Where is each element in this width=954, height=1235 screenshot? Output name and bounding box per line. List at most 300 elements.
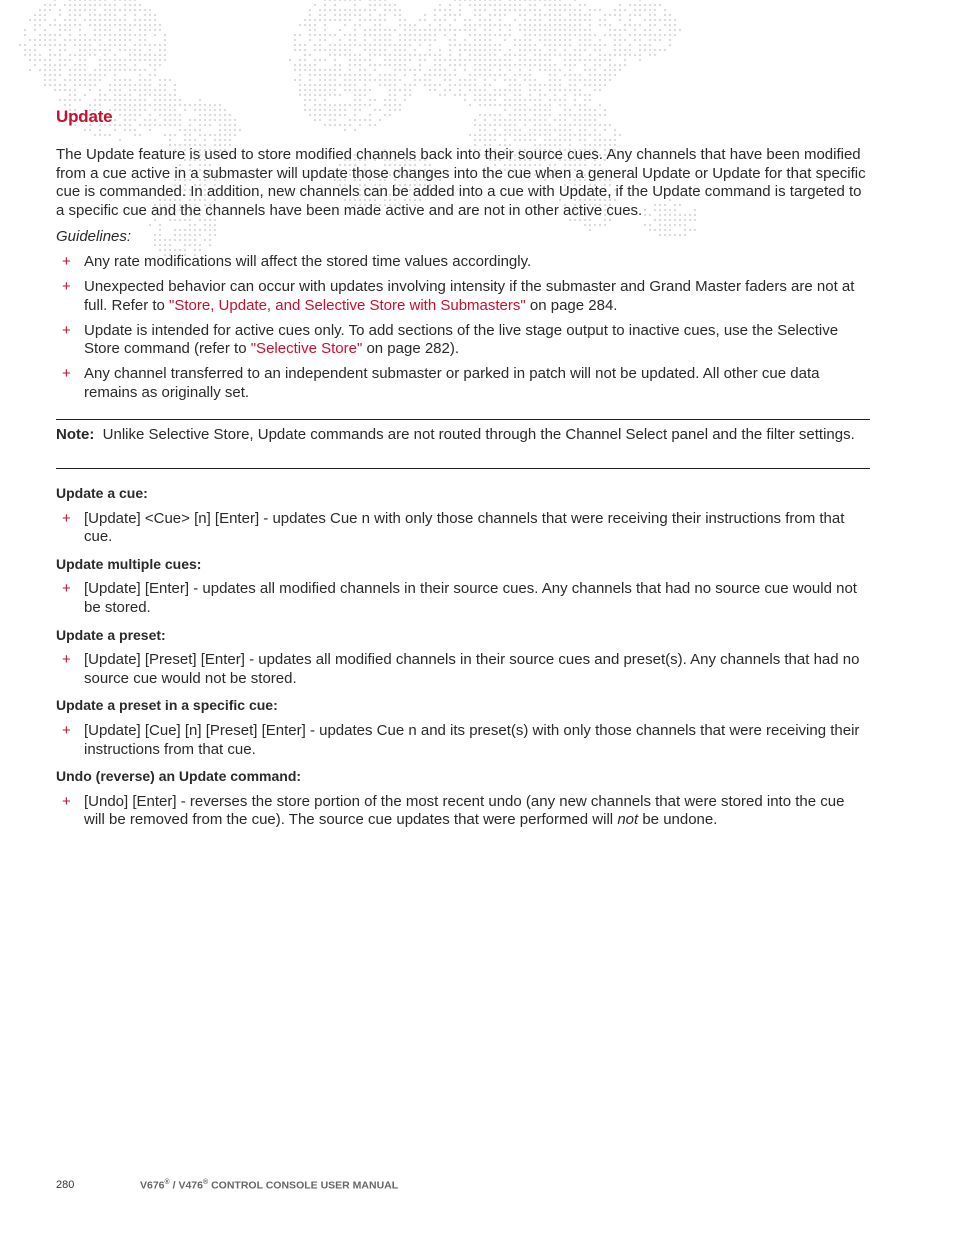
map-dot bbox=[484, 59, 486, 61]
map-dot bbox=[609, 79, 611, 81]
map-dot bbox=[304, 84, 306, 86]
map-dot bbox=[34, 64, 36, 66]
map-dot bbox=[359, 9, 361, 11]
map-dot bbox=[354, 79, 356, 81]
map-dot bbox=[49, 74, 51, 76]
map-dot bbox=[84, 69, 86, 71]
map-dot bbox=[144, 99, 146, 101]
map-dot bbox=[44, 64, 46, 66]
map-dot bbox=[569, 29, 571, 31]
map-dot bbox=[319, 94, 321, 96]
map-dot bbox=[594, 124, 596, 126]
map-dot bbox=[439, 84, 441, 86]
map-dot bbox=[659, 49, 661, 51]
map-dot bbox=[209, 224, 211, 226]
map-dot bbox=[394, 9, 396, 11]
map-dot bbox=[564, 94, 566, 96]
map-dot bbox=[59, 74, 61, 76]
map-dot bbox=[134, 99, 136, 101]
map-dot bbox=[579, 129, 581, 131]
map-dot bbox=[164, 34, 166, 36]
map-dot bbox=[629, 14, 631, 16]
map-dot bbox=[49, 84, 51, 86]
map-dot bbox=[459, 29, 461, 31]
map-dot bbox=[579, 49, 581, 51]
map-dot bbox=[539, 59, 541, 61]
map-dot bbox=[519, 139, 521, 141]
map-dot bbox=[564, 99, 566, 101]
map-dot bbox=[79, 49, 81, 51]
map-dot bbox=[384, 104, 386, 106]
map-dot bbox=[524, 34, 526, 36]
map-dot bbox=[384, 4, 386, 6]
map-dot bbox=[519, 44, 521, 46]
map-dot bbox=[484, 124, 486, 126]
map-dot bbox=[99, 44, 101, 46]
list-item bbox=[56, 322, 868, 359]
map-dot bbox=[59, 59, 61, 61]
map-dot bbox=[134, 89, 136, 91]
map-dot bbox=[689, 229, 691, 231]
map-dot bbox=[164, 114, 166, 116]
map-dot bbox=[679, 29, 681, 31]
map-dot bbox=[299, 94, 301, 96]
map-dot bbox=[349, 19, 351, 21]
map-dot bbox=[579, 124, 581, 126]
map-dot bbox=[379, 29, 381, 31]
map-dot bbox=[154, 119, 156, 121]
map-dot bbox=[559, 0, 561, 1]
map-dot bbox=[114, 34, 116, 36]
map-dot bbox=[494, 49, 496, 51]
map-dot bbox=[389, 9, 391, 11]
map-dot bbox=[229, 124, 231, 126]
map-dot bbox=[114, 129, 116, 131]
map-dot bbox=[614, 69, 616, 71]
map-dot bbox=[69, 104, 71, 106]
map-dot bbox=[124, 49, 126, 51]
map-dot bbox=[374, 69, 376, 71]
map-dot bbox=[219, 129, 221, 131]
map-dot bbox=[499, 69, 501, 71]
map-dot bbox=[384, 19, 386, 21]
map-dot bbox=[339, 0, 341, 1]
map-dot bbox=[509, 4, 511, 6]
map-dot bbox=[544, 64, 546, 66]
map-dot bbox=[94, 79, 96, 81]
map-dot bbox=[384, 99, 386, 101]
map-dot bbox=[489, 0, 491, 1]
map-dot bbox=[419, 64, 421, 66]
map-dot bbox=[399, 24, 401, 26]
map-dot bbox=[584, 109, 586, 111]
map-dot bbox=[489, 39, 491, 41]
map-dot bbox=[579, 19, 581, 21]
map-dot bbox=[544, 84, 546, 86]
map-dot bbox=[134, 114, 136, 116]
map-dot bbox=[379, 54, 381, 56]
map-dot bbox=[129, 59, 131, 61]
map-dot bbox=[314, 119, 316, 121]
map-dot bbox=[564, 9, 566, 11]
map-dot bbox=[309, 29, 311, 31]
map-dot bbox=[79, 64, 81, 66]
map-dot bbox=[364, 9, 366, 11]
map-dot bbox=[419, 69, 421, 71]
map-dot bbox=[359, 69, 361, 71]
map-dot bbox=[169, 109, 171, 111]
map-dot bbox=[329, 49, 331, 51]
procedure-undo-update bbox=[56, 767, 868, 830]
map-dot bbox=[384, 49, 386, 51]
map-dot bbox=[424, 84, 426, 86]
map-dot bbox=[539, 9, 541, 11]
map-dot bbox=[114, 124, 116, 126]
map-dot bbox=[544, 69, 546, 71]
map-dot bbox=[384, 9, 386, 11]
map-dot bbox=[144, 19, 146, 21]
map-dot bbox=[179, 249, 181, 251]
map-dot bbox=[99, 4, 101, 6]
map-dot bbox=[594, 84, 596, 86]
map-dot bbox=[439, 54, 441, 56]
map-dot bbox=[374, 29, 376, 31]
map-dot bbox=[329, 119, 331, 121]
map-dot bbox=[174, 84, 176, 86]
map-dot bbox=[104, 69, 106, 71]
map-dot bbox=[64, 19, 66, 21]
map-dot bbox=[369, 99, 371, 101]
map-dot bbox=[169, 114, 171, 116]
map-dot bbox=[99, 59, 101, 61]
map-dot bbox=[494, 104, 496, 106]
map-dot bbox=[534, 119, 536, 121]
map-dot bbox=[184, 229, 186, 231]
map-dot bbox=[199, 234, 201, 236]
map-dot bbox=[549, 34, 551, 36]
map-dot bbox=[74, 94, 76, 96]
map-dot bbox=[54, 89, 56, 91]
map-dot bbox=[309, 69, 311, 71]
map-dot bbox=[534, 0, 536, 1]
plus-icon: + bbox=[62, 278, 71, 296]
map-dot bbox=[494, 59, 496, 61]
map-dot bbox=[594, 114, 596, 116]
map-dot bbox=[504, 9, 506, 11]
procedure-heading: Update a cue: bbox=[56, 485, 148, 501]
map-dot bbox=[154, 69, 156, 71]
map-dot bbox=[599, 64, 601, 66]
map-dot bbox=[229, 119, 231, 121]
map-dot bbox=[344, 124, 346, 126]
map-dot bbox=[494, 34, 496, 36]
map-dot bbox=[519, 104, 521, 106]
map-dot bbox=[459, 54, 461, 56]
map-dot bbox=[99, 64, 101, 66]
map-dot bbox=[384, 14, 386, 16]
procedure-text-after: be undone. bbox=[638, 811, 718, 829]
map-dot bbox=[434, 64, 436, 66]
map-dot bbox=[564, 139, 566, 141]
map-dot bbox=[319, 89, 321, 91]
map-dot bbox=[614, 49, 616, 51]
map-dot bbox=[434, 84, 436, 86]
map-dot bbox=[119, 84, 121, 86]
map-dot bbox=[574, 49, 576, 51]
procedure-text: [Update] [Enter] - updates all modified channels in their source cues. Any channels that had no source cue would not be stored. bbox=[84, 580, 857, 616]
map-dot bbox=[39, 44, 41, 46]
map-dot bbox=[599, 134, 601, 136]
map-dot bbox=[604, 139, 606, 141]
map-dot bbox=[534, 64, 536, 66]
map-dot bbox=[314, 74, 316, 76]
registered-mark: ® bbox=[203, 1179, 209, 1186]
map-dot bbox=[464, 79, 466, 81]
map-dot bbox=[389, 94, 391, 96]
map-dot bbox=[474, 89, 476, 91]
map-dot bbox=[309, 114, 311, 116]
map-dot bbox=[309, 14, 311, 16]
map-dot bbox=[94, 0, 96, 1]
map-dot bbox=[164, 249, 166, 251]
map-dot bbox=[394, 29, 396, 31]
map-dot bbox=[554, 74, 556, 76]
map-dot bbox=[504, 4, 506, 6]
map-dot bbox=[34, 39, 36, 41]
map-dot bbox=[394, 89, 396, 91]
map-dot bbox=[524, 114, 526, 116]
map-dot bbox=[349, 39, 351, 41]
map-dot bbox=[534, 84, 536, 86]
map-dot bbox=[389, 39, 391, 41]
map-dot bbox=[554, 34, 556, 36]
map-dot bbox=[419, 59, 421, 61]
cross-reference-link[interactable]: "Selective Store" bbox=[250, 340, 363, 358]
map-dot bbox=[109, 59, 111, 61]
map-dot bbox=[599, 49, 601, 51]
map-dot bbox=[309, 34, 311, 36]
map-dot bbox=[549, 129, 551, 131]
map-dot bbox=[384, 34, 386, 36]
map-dot bbox=[29, 19, 31, 21]
map-dot bbox=[469, 49, 471, 51]
map-dot bbox=[514, 129, 516, 131]
map-dot bbox=[89, 89, 91, 91]
map-dot bbox=[94, 69, 96, 71]
map-dot bbox=[154, 94, 156, 96]
map-dot bbox=[454, 84, 456, 86]
map-dot bbox=[434, 19, 436, 21]
map-dot bbox=[329, 19, 331, 21]
map-dot bbox=[74, 4, 76, 6]
map-dot bbox=[99, 19, 101, 21]
map-dot bbox=[379, 109, 381, 111]
map-dot bbox=[609, 124, 611, 126]
map-dot bbox=[429, 84, 431, 86]
map-dot bbox=[184, 104, 186, 106]
map-dot bbox=[119, 34, 121, 36]
map-dot bbox=[544, 124, 546, 126]
map-dot bbox=[624, 54, 626, 56]
map-dot bbox=[509, 134, 511, 136]
map-dot bbox=[69, 4, 71, 6]
map-dot bbox=[159, 24, 161, 26]
map-dot bbox=[594, 79, 596, 81]
map-dot bbox=[349, 59, 351, 61]
map-dot bbox=[59, 64, 61, 66]
map-dot bbox=[569, 59, 571, 61]
map-dot bbox=[379, 39, 381, 41]
map-dot bbox=[34, 59, 36, 61]
map-dot bbox=[514, 54, 516, 56]
map-dot bbox=[209, 229, 211, 231]
map-dot bbox=[459, 89, 461, 91]
cross-reference-link[interactable]: "Store, Update, and Selective Store with Submasters" bbox=[169, 296, 526, 314]
map-dot bbox=[554, 29, 556, 31]
map-dot bbox=[499, 0, 501, 1]
map-dot bbox=[589, 229, 591, 231]
map-dot bbox=[144, 104, 146, 106]
map-dot bbox=[339, 29, 341, 31]
map-dot bbox=[529, 69, 531, 71]
map-dot bbox=[444, 94, 446, 96]
map-dot bbox=[389, 89, 391, 91]
map-dot bbox=[469, 19, 471, 21]
map-dot bbox=[524, 124, 526, 126]
map-dot bbox=[334, 19, 336, 21]
map-dot bbox=[364, 79, 366, 81]
map-dot bbox=[79, 24, 81, 26]
map-dot bbox=[49, 49, 51, 51]
map-dot bbox=[459, 84, 461, 86]
map-dot bbox=[164, 84, 166, 86]
map-dot bbox=[424, 34, 426, 36]
map-dot bbox=[234, 119, 236, 121]
map-dot bbox=[404, 54, 406, 56]
map-dot bbox=[139, 39, 141, 41]
map-dot bbox=[354, 129, 356, 131]
map-dot bbox=[639, 49, 641, 51]
map-dot bbox=[74, 14, 76, 16]
map-dot bbox=[364, 89, 366, 91]
map-dot bbox=[174, 109, 176, 111]
map-dot bbox=[104, 29, 106, 31]
page-number: 280 bbox=[56, 1179, 75, 1191]
map-dot bbox=[469, 54, 471, 56]
map-dot bbox=[354, 74, 356, 76]
map-dot bbox=[124, 69, 126, 71]
map-dot bbox=[474, 34, 476, 36]
map-dot bbox=[209, 244, 211, 246]
map-dot bbox=[124, 59, 126, 61]
map-dot bbox=[439, 29, 441, 31]
map-dot bbox=[524, 59, 526, 61]
map-dot bbox=[149, 64, 151, 66]
map-dot bbox=[159, 89, 161, 91]
map-dot bbox=[559, 139, 561, 141]
map-dot bbox=[574, 0, 576, 1]
map-dot bbox=[409, 84, 411, 86]
map-dot bbox=[339, 74, 341, 76]
map-dot bbox=[204, 124, 206, 126]
map-dot bbox=[649, 34, 651, 36]
map-dot bbox=[524, 29, 526, 31]
map-dot bbox=[614, 129, 616, 131]
map-dot bbox=[69, 19, 71, 21]
map-dot bbox=[149, 49, 151, 51]
map-dot bbox=[164, 104, 166, 106]
map-dot bbox=[664, 229, 666, 231]
map-dot bbox=[544, 29, 546, 31]
map-dot bbox=[479, 139, 481, 141]
map-dot bbox=[519, 129, 521, 131]
map-dot bbox=[569, 109, 571, 111]
map-dot bbox=[64, 49, 66, 51]
map-dot bbox=[519, 74, 521, 76]
map-dot bbox=[194, 239, 196, 241]
map-dot bbox=[154, 99, 156, 101]
map-dot bbox=[49, 79, 51, 81]
map-dot bbox=[389, 34, 391, 36]
map-dot bbox=[134, 54, 136, 56]
map-dot bbox=[579, 104, 581, 106]
map-dot bbox=[549, 134, 551, 136]
map-dot bbox=[29, 59, 31, 61]
map-dot bbox=[479, 114, 481, 116]
map-dot bbox=[119, 44, 121, 46]
map-dot bbox=[79, 9, 81, 11]
map-dot bbox=[324, 34, 326, 36]
map-dot bbox=[429, 24, 431, 26]
map-dot bbox=[599, 79, 601, 81]
map-dot bbox=[574, 34, 576, 36]
map-dot bbox=[559, 129, 561, 131]
map-dot bbox=[374, 4, 376, 6]
map-dot bbox=[444, 14, 446, 16]
map-dot bbox=[324, 24, 326, 26]
map-dot bbox=[124, 129, 126, 131]
map-dot bbox=[504, 24, 506, 26]
map-dot bbox=[634, 4, 636, 6]
map-dot bbox=[299, 84, 301, 86]
map-dot bbox=[74, 69, 76, 71]
map-dot bbox=[309, 64, 311, 66]
map-dot bbox=[524, 39, 526, 41]
map-dot bbox=[504, 134, 506, 136]
map-dot bbox=[574, 19, 576, 21]
map-dot bbox=[59, 44, 61, 46]
map-dot bbox=[519, 89, 521, 91]
map-dot bbox=[599, 139, 601, 141]
map-dot bbox=[544, 39, 546, 41]
map-dot bbox=[639, 34, 641, 36]
map-dot bbox=[354, 109, 356, 111]
map-dot bbox=[119, 29, 121, 31]
map-dot bbox=[429, 69, 431, 71]
map-dot bbox=[159, 29, 161, 31]
map-dot bbox=[139, 79, 141, 81]
procedure-text: [Update] <Cue> [n] [Enter] - updates Cue n with only those channels that were receiving their instructions from that cue. bbox=[84, 509, 845, 546]
map-dot bbox=[194, 224, 196, 226]
map-dot bbox=[484, 139, 486, 141]
map-dot bbox=[599, 224, 601, 226]
map-dot bbox=[434, 69, 436, 71]
map-dot bbox=[84, 34, 86, 36]
map-dot bbox=[614, 29, 616, 31]
map-dot bbox=[569, 44, 571, 46]
map-dot bbox=[394, 14, 396, 16]
map-dot bbox=[499, 104, 501, 106]
